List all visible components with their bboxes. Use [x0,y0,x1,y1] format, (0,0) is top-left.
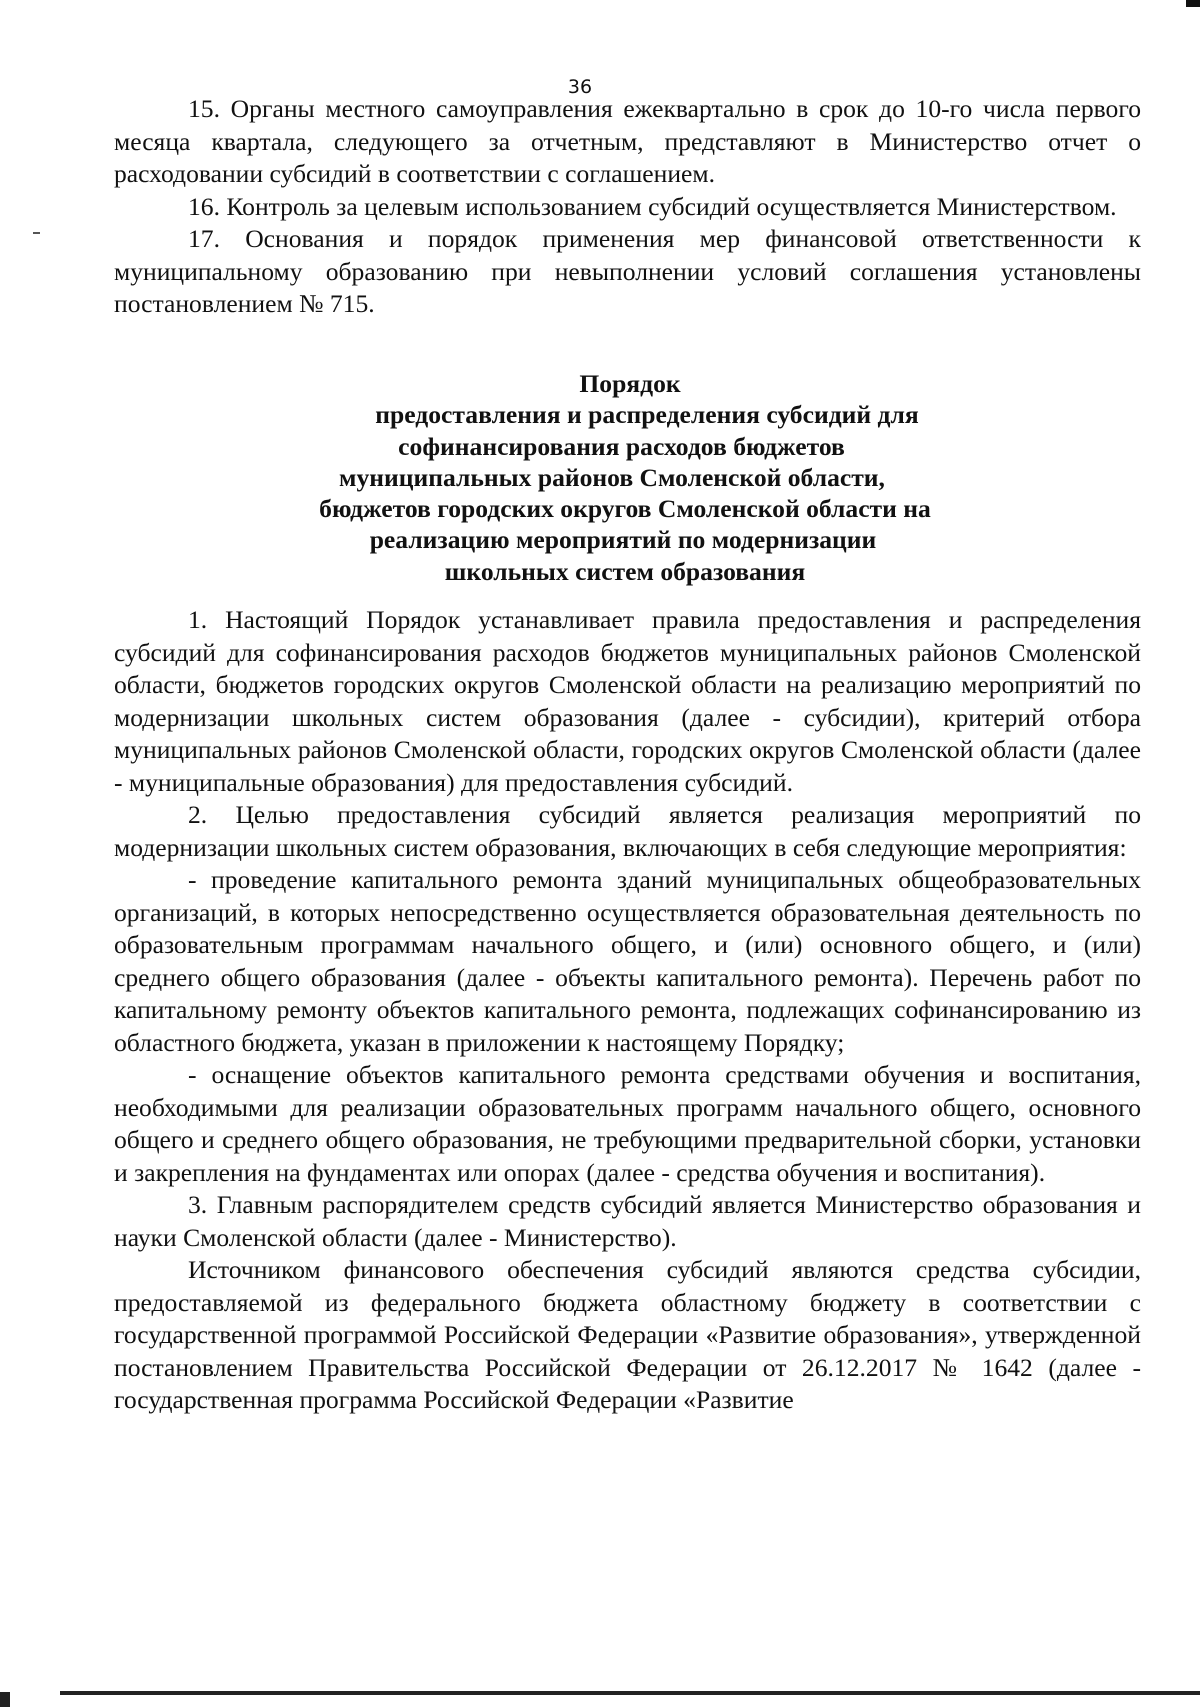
paragraph-2: 2. Целью предоставления субсидий является реализация мероприятий по модернизации школьных систем образования, включающих в себя следующие мероприятия: [114,800,1141,862]
scan-artifact [60,1691,1200,1695]
text-block-main [114,604,1141,1417]
paragraph-3: 3. Главным распорядителем средств субсидий является Министерство образования и науки Смоленской области (далее - Министерство). [114,1190,1141,1252]
page-number: 36 [567,76,593,98]
list-item-equipment: - оснащение объектов капитального ремонта средствами обучения и воспитания, необходимыми для реализации образовательных программ начального общего, основного общего и среднего общего образования, не требующими предварительной сборки, установки и закрепления на фундаментах или опорах (далее - средства обучения и воспитания). [114,1060,1141,1187]
heading-line: муниципальных районов Смоленской области, [339,462,885,492]
heading-line: бюджетов городских округов Смоленской области на [319,494,931,524]
paragraph-funding-source: Источником финансового обеспечения субсидий являются средства субсидии, предоставляемой из федерального бюджета областному бюджету в соответствии с государственной программой Российской Федерации «Развитие образования», утвержденной постановлением Правительства Российской Федерации от 26.12.2017 № 1642 (далее - государственная программа Российской Федерации «Развитие [114,1255,1141,1414]
section-heading [160,368,1100,587]
heading-line: софинансирования расходов бюджетов [398,431,845,461]
scan-artifact [1186,0,1200,7]
heading-line: реализацию мероприятий по модернизации [369,525,877,555]
paragraph-16: 16. Контроль за целевым использованием субсидий осуществляется Министерством. [188,191,1117,221]
text-block-top [114,93,1141,321]
heading-line: школьных систем образования [444,556,806,586]
scan-artifact [0,1692,10,1707]
paragraph-15: 15. Органы местного самоуправления ежеквартально в срок до 10-го числа первого месяца квартала, следующего за отчетным, представляют в Министерство отчет о расходовании субсидий в соответствии с соглашением. [114,94,1141,188]
heading-line: предоставления и распределения субсидий для [375,400,919,430]
paragraph-1: 1. Настоящий Порядок устанавливает правила предоставления и распределения субсидий для софинансирования расходов бюджетов муниципальных районов Смоленской области, бюджетов городских округов Смоленской области на реализацию мероприятий по модернизации школьных систем образования (далее - субсидии), критерий отбора муниципальных районов Смоленской области, городских округов Смоленской области (далее - муниципальные образования) для предоставления субсидий. [114,605,1141,797]
heading-line: Порядок [579,369,681,398]
list-item-capital-repair: - проведение капитального ремонта зданий муниципальных общеобразовательных организаций, в которых непосредственно осуществляется образовательная деятельность по образовательным программам начального общего, и (или) основного общего, и (или) среднего общего образования (далее - объекты капитального ремонта). Перечень работ по капитальному ремонту объектов капитального ремонта, подлежащих софинансированию из областного бюджета, указан в приложении к настоящему Порядку; [114,865,1141,1057]
paragraph-17: 17. Основания и порядок применения мер финансовой ответственности к муниципальному образованию при невыполнении условий соглашения установлены постановлением № 715. [114,224,1141,318]
scan-artifact [33,232,40,234]
